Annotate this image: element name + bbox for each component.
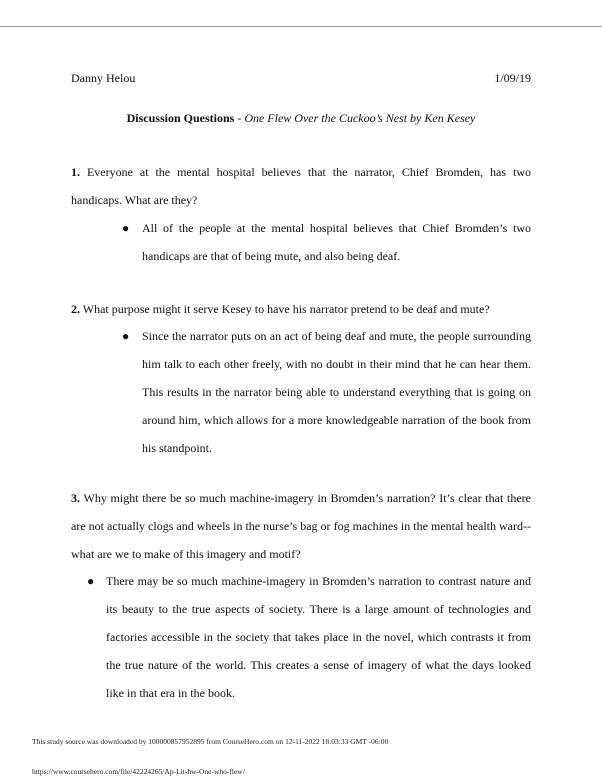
source-url[interactable]: https://www.coursehero.com/file/42224265/Ap-Lit-hw-One-who-flew/ [32,767,245,776]
bullet-icon: ● [87,574,95,588]
question-1 [71,158,531,214]
question-number: 1. [71,165,80,179]
title-separator: - [234,111,245,125]
answer-text: Since the narrator puts on an act of being deaf and mute, the people surrounding him talk to each other freely, with no doubt in their mind that he can hear them. This results in the narrator being able to understand everything that is going on around him, which allows for a more knowledgeable narration of the book from his standpoint. [142,329,531,455]
question-number: 3. [71,491,80,505]
document-header [71,64,531,92]
answer-text: All of the people at the mental hospital believes that Chief Bromden’s two handicaps are that of being mute, and also being deaf. [142,221,531,263]
question-2 [71,295,531,323]
answer-2 [122,322,531,462]
bullet-icon: ● [122,221,130,235]
author-name: Danny Helou [71,71,136,85]
download-source-note: This study source was downloaded by 100000857952895 from CourseHero.com on 12-11-2022 18:03:33 GMT -06:00 [32,737,389,746]
top-divider [0,26,602,27]
question-text: Why might there be so much machine-imagery in Bromden’s narration? It’s clear that there are not actually clogs and wheels in the nurse’s bag or fog machines in the mental health ward--what are we to make of this imagery and motif? [71,491,531,561]
question-text: What purpose might it serve Kesey to have his narrator pretend to be deaf and mute? [80,302,490,316]
document-date: 1/09/19 [494,71,531,85]
question-3 [71,484,531,568]
answer-3 [87,567,531,707]
title-bold: Discussion Questions [126,111,235,125]
question-number: 2. [71,302,80,316]
answer-1 [122,214,531,270]
answer-text: There may be so much machine-imagery in Bromden’s narration to contrast nature and its beauty to the true aspects of society. There is a large amount of technologies and factories accessible in the society that takes place in the novel, which contrasts it from the true nature of the world. This creates a sense of imagery of what the days looked like in that era in the book. [106,574,531,700]
question-text: Everyone at the mental hospital believes that the narrator, Chief Bromden, has two handicaps. What are they? [71,165,531,207]
document-title [71,104,531,132]
title-italic: One Flew Over the Cuckoo’s Nest by Ken Kesey [244,111,476,125]
bullet-icon: ● [122,329,130,343]
